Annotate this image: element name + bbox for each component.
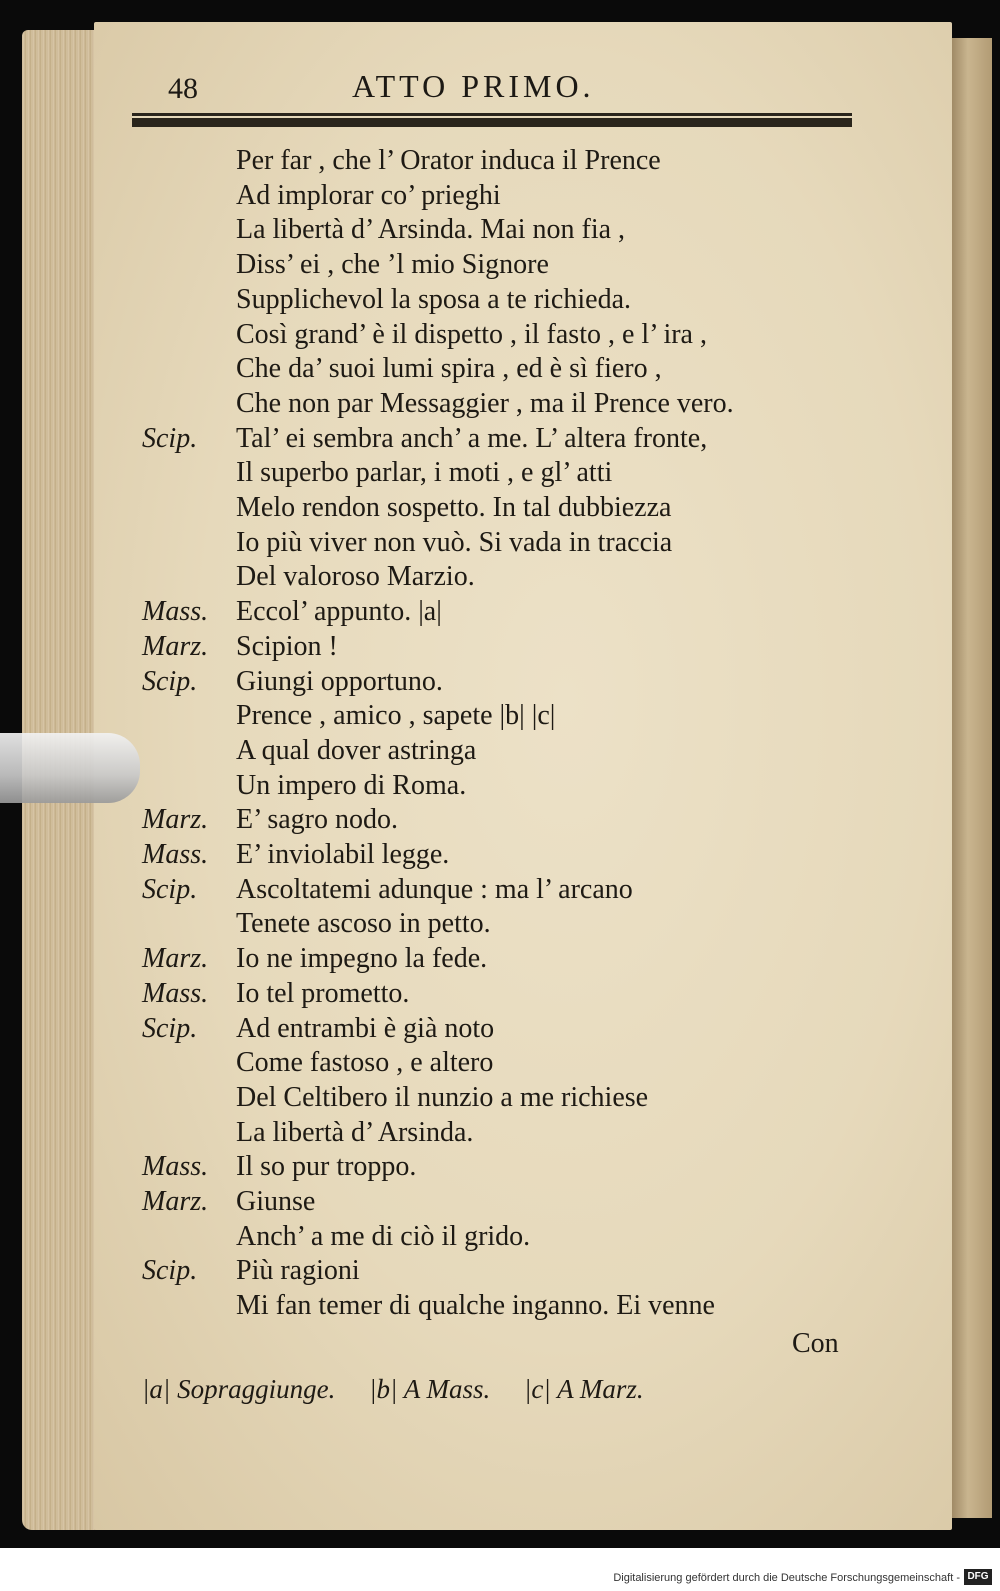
header-title: ATTO PRIMO. [352,68,595,104]
verse-text-line: Eccol’ appunto. |a| [236,596,442,628]
verse-text-line: Ascoltatemi adunque : ma l’ arcano [236,873,633,905]
verse-text-line: La libertà d’ Arsinda. Mai non fia , [236,214,626,246]
footnote-mark: |a| [142,1374,171,1404]
footer-credit: Digitalisierung gefördert durch die Deutsche Forschungsgemeinschaft - [613,1572,960,1584]
footnotes [142,1374,644,1405]
verse-text-line: Scipion ! [236,630,338,662]
verse-text-line: Io ne impegno la fede. [236,943,488,975]
speaker-label: Marz. [142,943,209,975]
footnote-mark: |c| [524,1374,551,1404]
footnote-text: Sopraggiunge. [177,1374,336,1404]
speaker-label: Marz. [142,1186,209,1217]
verse-text-line: Supplichevol la sposa a te richieda. [236,283,631,315]
footnote-mark: |b| [369,1374,398,1404]
verse-text-line: Il so pur troppo. [236,1151,417,1183]
verse-text-line: Che non par Messaggier , ma il Prence vero. [236,387,734,419]
verse-text-line: Tal’ ei sembra anch’ a me. L’ altera fronte, [236,422,708,454]
running-head [0,66,1000,106]
speaker-label: Mass. [142,839,209,870]
verse-text-line: Melo rendon sospetto. In tal dubbiezza [236,492,672,523]
verse-text-line: Io più viver non vuò. Si vada in traccia [236,526,673,558]
verse-text-line: Anch’ a me di ciò il grido. [236,1220,531,1252]
speaker-label: Marz. [142,804,209,836]
speaker-label: Scip. [142,1255,198,1287]
page-number: 48 [168,72,198,105]
verse-text-line: E’ sagro nodo. [236,804,398,836]
footnote-text: A Mass. [403,1374,491,1404]
speaker-label: Marz. [142,630,209,662]
verse-text-line: Prence , amico , sapete |b| |c| [236,700,556,732]
verse-text-line: Più ragioni [236,1255,360,1287]
verse-text-line: A qual dover astringa [236,734,477,766]
verse-text-line: Io tel prometto. [236,977,410,1009]
facing-page-edge [952,38,992,1518]
speaker-label: Scip. [142,873,198,905]
catchword: Con [792,1328,839,1359]
speaker-label: Mass. [142,596,209,628]
verse-text-line: La libertà d’ Arsinda. [236,1116,474,1148]
verse-text-line: Del valoroso Marzio. [236,561,475,593]
verse-text-line: Che da’ suoi lumi spira , ed è sì fiero , [236,353,662,385]
speaker-label: Mass. [142,1151,209,1183]
verse-text-line: Giunse [236,1186,316,1217]
verse-text-line: Come fastoso , e altero [236,1047,494,1079]
verse-text-line: Del Celtibero il nunzio a me richiese [236,1081,649,1113]
dfg-logo: DFG [964,1569,992,1585]
footer-bar [0,1548,1000,1591]
footnote-text: A Marz. [557,1374,644,1404]
verse-text-line: Tenete ascoso in petto. [236,908,491,940]
speaker-label: Scip. [142,1012,198,1044]
verse-text-line: Così grand’ è il dispetto , il fasto , e l’ ira , [236,318,707,350]
verse-text-line: Diss’ ei , che ’l mio Signore [236,249,549,281]
speaker-label: Scip. [142,422,198,454]
verse-text-line: Un impero di Roma. [236,769,467,801]
verse-text-line: Il superbo parlar, i moti , e gl’ atti [236,457,613,489]
verse-text-line: E’ inviolabil legge. [236,839,450,870]
speaker-label: Mass. [142,977,209,1009]
bookmark-strip [0,733,140,803]
verse-text-line: Giungi opportuno. [236,665,443,697]
verse-text-line: Per far , che l’ Orator induca il Prence [236,145,661,176]
verse-text-line: Ad implorar co’ prieghi [236,179,501,211]
verse-text-line: Ad entrambi è già noto [236,1012,495,1044]
verse-text-line: Mi fan temer di qualche inganno. Ei venne [236,1290,715,1322]
speaker-label: Scip. [142,665,198,697]
header-rule [132,116,852,127]
